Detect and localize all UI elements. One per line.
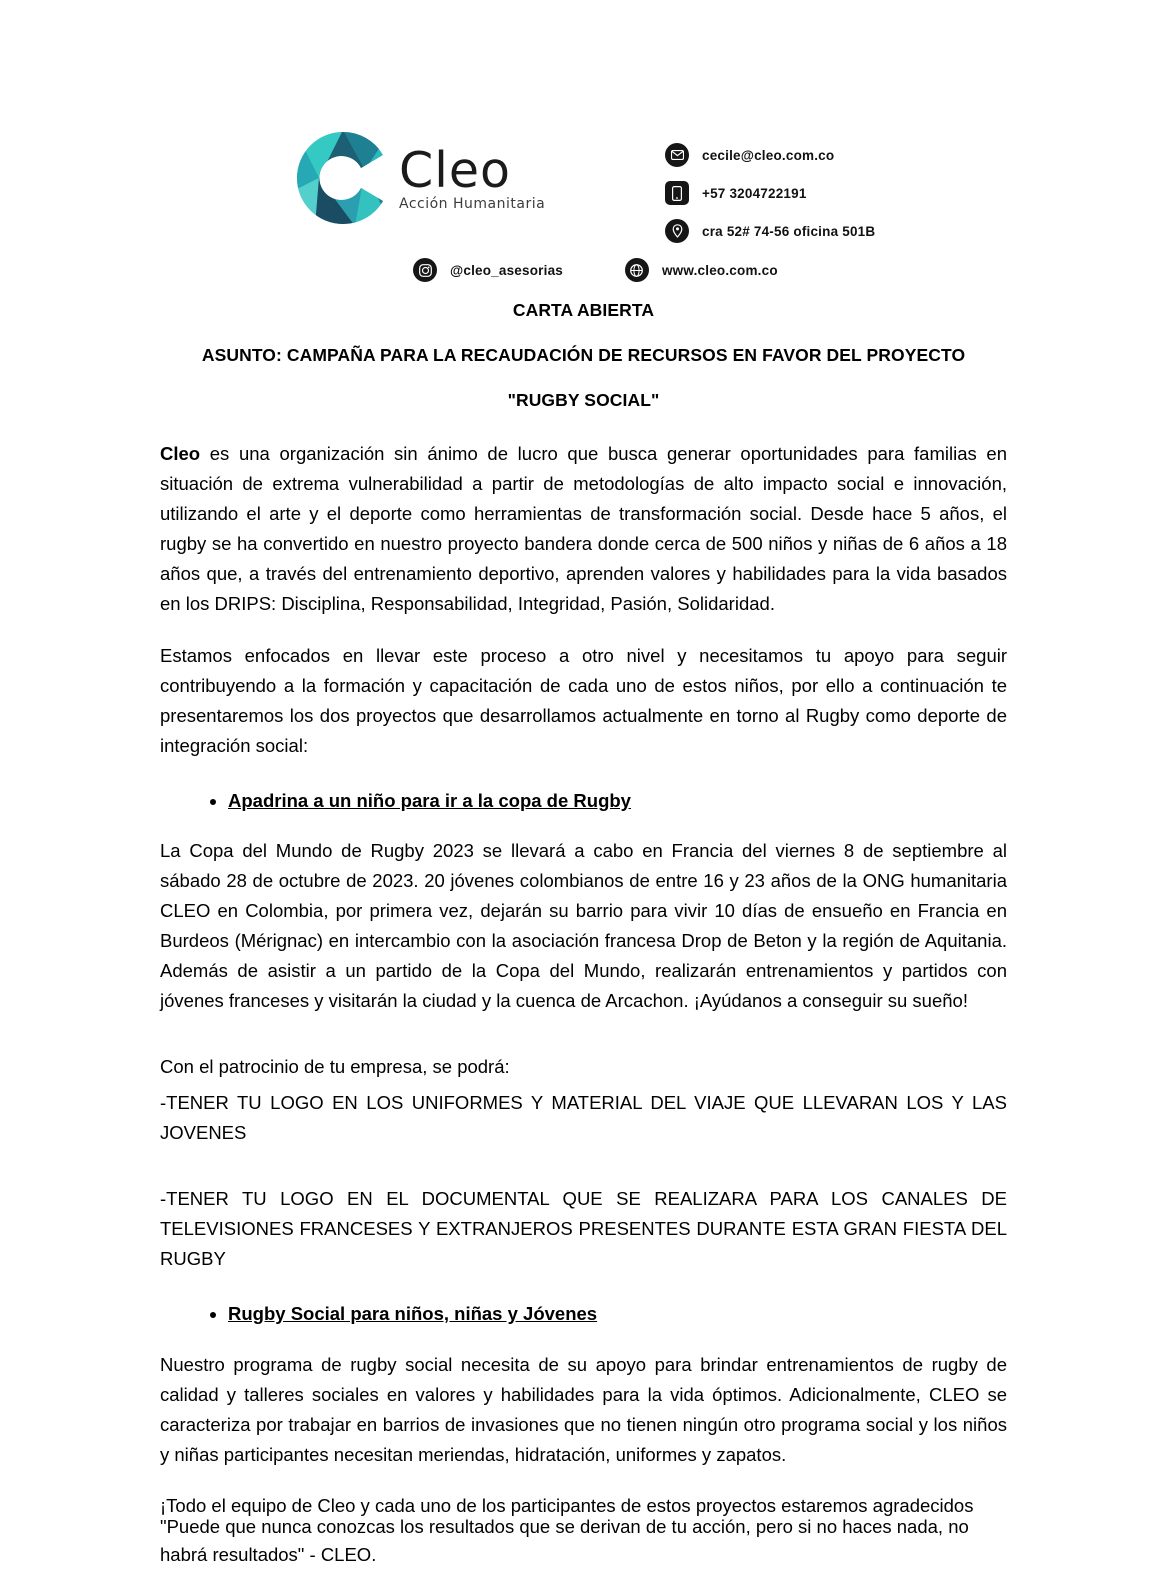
spacer-2 (160, 1170, 1007, 1184)
letterhead (0, 0, 1170, 300)
bullet-list-1 (160, 787, 1007, 815)
brand-tagline: Acción Humanitaria (399, 195, 546, 212)
brand-name: Cleo (399, 141, 511, 199)
spacer (160, 1038, 1007, 1052)
social-list (413, 258, 778, 282)
org-name: Cleo (160, 443, 201, 464)
sponsor-benefit-1: -TENER TU LOGO EN LOS UNIFORMES Y MATERIAL DEL VIAJE QUE LLEVARAN LOS Y LAS JOVENES (160, 1092, 1007, 1144)
sponsor-intro: Con el patrocinio de tu empresa, se podrá: (160, 1056, 510, 1078)
letter-body (0, 300, 1170, 1569)
page-title: CARTA ABIERTA (512, 300, 655, 320)
phone-icon (665, 181, 689, 205)
paragraph-3: La Copa del Mundo de Rugby 2023 se llevará a cabo en Francia del viernes 8 de septiembre al sábado 28 de octubre de 2023. 20 jóvenes colombianos de entre 16 y 23 años de la ONG humanitaria CLEO en Colombia, por primera vez, dejarán su barrio para vivir 10 días de ensueño en Francia en Burdeos (Mérignac) en intercambio con la asociación francesa Drop de Beton y la región de Aquitania. Además de asistir a un partido de la Copa del Mundo, realizarán entrenamientos y partidos con jóvenes franceses y visitarán la ciudad y la cuenca de Arcachon. ¡Ayúdanos a conseguir su sueño! (160, 840, 1007, 1012)
sponsor-benefit-2: -TENER TU LOGO EN EL DOCUMENTAL QUE SE REALIZARA PARA LOS CANALES DE TELEVISIONES FRANCESES Y EXTRANJEROS PRESENTES DURANTE ESTA GRAN FIESTA DEL RUGBY (160, 1188, 1007, 1270)
contact-phone-text: +57 3204722191 (702, 185, 807, 201)
brand-wordmark (399, 141, 546, 212)
contact-email-text: cecile@cleo.com.co (702, 147, 835, 163)
social-website (625, 258, 778, 282)
contact-phone (665, 176, 875, 210)
closing-line: ¡Todo el equipo de Cleo y cada uno de los participantes de estos proyectos estaremos agradecidos (160, 1494, 974, 1516)
globe-icon (625, 258, 649, 282)
contact-email (665, 138, 875, 172)
paragraph-intro (160, 439, 1007, 619)
contact-address-text: cra 52# 74-56 oficina 501B (702, 223, 876, 239)
paragraph-4: Nuestro programa de rugby social necesita de su apoyo para brindar entrenamientos de rugby de calidad y talleres sociales en valores y habilidades para la vida óptimos. Adicionalmente, CLEO se caracteriza por trabajar en barrios de invasiones que no tienen ningún otro programa social y los niños y niñas participantes necesitan meriendas, hidratación, uniformes y zapatos. (160, 1353, 1007, 1465)
social-instagram (413, 258, 563, 282)
brand-logo (295, 130, 545, 226)
cleo-c-logo-icon (295, 130, 391, 226)
paragraph-intro-rest: es una organización sin ánimo de lucro que busca generar oportunidades para familias en situación de extrema vulnerabilidad a partir de metodologías de alto impacto social e innovación, utilizando el arte y el deporte como herramientas de transformación social. Desde hace 5 años, el rugby se ha convertido en nuestro proyecto bandera donde cerca de 500 niños y niñas de 6 años a 18 años que, a través del entrenamiento deportivo, aprenden valores y habilidades para la vida basados en los DRIPS: Disciplina, Responsabilidad, Integridad, Pasión, Solidaridad. (160, 443, 1007, 614)
subject-line: ASUNTO: CAMPAÑA PARA LA RECAUDACIÓN DE RECURSOS EN FAVOR DEL PROYECTO (201, 345, 966, 365)
email-icon (665, 143, 689, 167)
social-instagram-text: @cleo_asesorias (450, 262, 563, 278)
paragraph-2: Estamos enfocados en llevar este proceso a otro nivel y necesitamos tu apoyo para seguir contribuyendo a la formación y capacitación de cada uno de estos niños, por ello a continuación te presentaremos los dos proyectos que desarrollamos actualmente en torno al Rugby como deporte de integración social: (160, 644, 1007, 756)
contact-list (665, 138, 875, 252)
bullet-item-apadrina: • Apadrina a un niño para ir a la copa de Rugby (228, 787, 1007, 815)
location-pin-icon (665, 219, 689, 243)
closing-quote: "Puede que nunca conozcas los resultados que se derivan de tu acción, pero si no haces nada, no habrá resultados" - CLEO. (160, 1516, 969, 1566)
project-name: "RUGBY SOCIAL" (507, 390, 660, 410)
bullet-list-2 (160, 1300, 1007, 1328)
instagram-icon (413, 258, 437, 282)
contact-address (665, 214, 875, 248)
social-website-text: www.cleo.com.co (661, 262, 778, 278)
bullet-item-rugby-social: • Rugby Social para niños, niñas y Jóvenes (228, 1300, 1007, 1328)
